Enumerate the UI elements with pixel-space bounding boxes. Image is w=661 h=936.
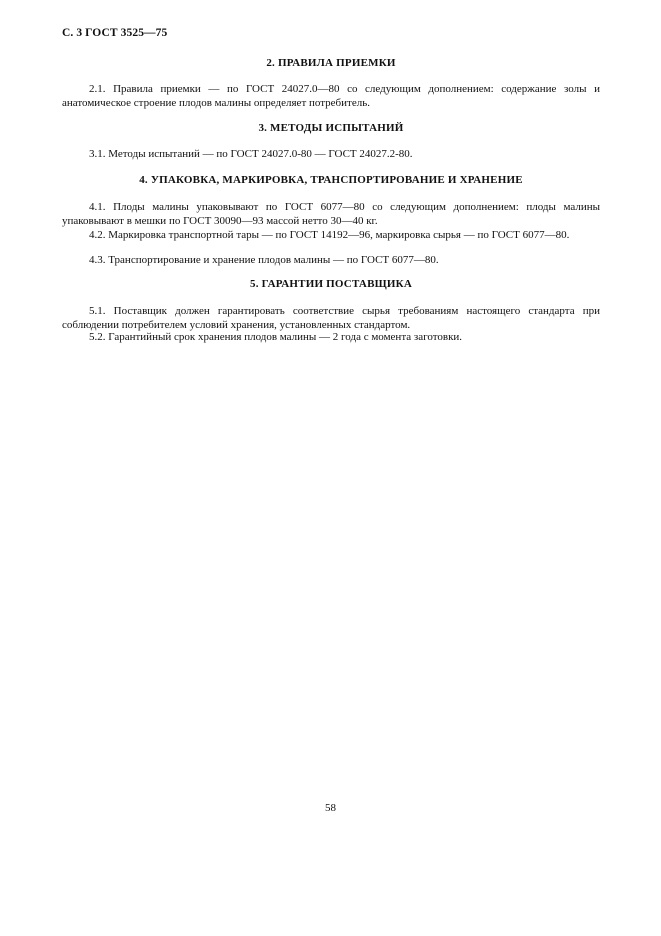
section-4-title: 4. УПАКОВКА, МАРКИРОВКА, ТРАНСПОРТИРОВАНИЕ И ХРАНЕНИЕ [139,174,523,186]
section-2-title: 2. ПРАВИЛА ПРИЕМКИ [266,57,396,69]
paragraph-2-1: 2.1. Правила приемки — по ГОСТ 24027.0—80 со следующим дополнением: содержание золы и анатомическое строение плодов малины определяет потребитель. [62,83,600,109]
paragraph-4-1: 4.1. Плоды малины упаковывают по ГОСТ 6077—80 со следующим дополнением: плоды малины упаковывают в мешки по ГОСТ 30090—93 массой нетто 30—40 кг. [62,201,600,227]
paragraph-3-1: 3.1. Методы испытаний — по ГОСТ 24027.0-80 — ГОСТ 24027.2-80. [89,148,413,160]
running-head: С. 3 ГОСТ 3525—75 [62,27,168,39]
page-number: 58 [325,802,336,814]
section-5-title: 5. ГАРАНТИИ ПОСТАВЩИКА [250,278,412,290]
paragraph-4-3: 4.3. Транспортирование и хранение плодов малины — по ГОСТ 6077—80. [89,254,439,266]
paragraph-4-2: 4.2. Маркировка транспортной тары — по ГОСТ 14192—96, маркировка сырья — по ГОСТ 6077—80. [89,229,570,241]
paragraph-5-1: 5.1. Поставщик должен гарантировать соответствие сырья требованиям настоящего стандарта при соблюдении потребителем условий хранения, установленных стандартом. [62,305,600,331]
paragraph-5-2: 5.2. Гарантийный срок хранения плодов малины — 2 года с момента заготовки. [89,331,463,343]
section-3-title: 3. МЕТОДЫ ИСПЫТАНИЙ [258,122,404,134]
